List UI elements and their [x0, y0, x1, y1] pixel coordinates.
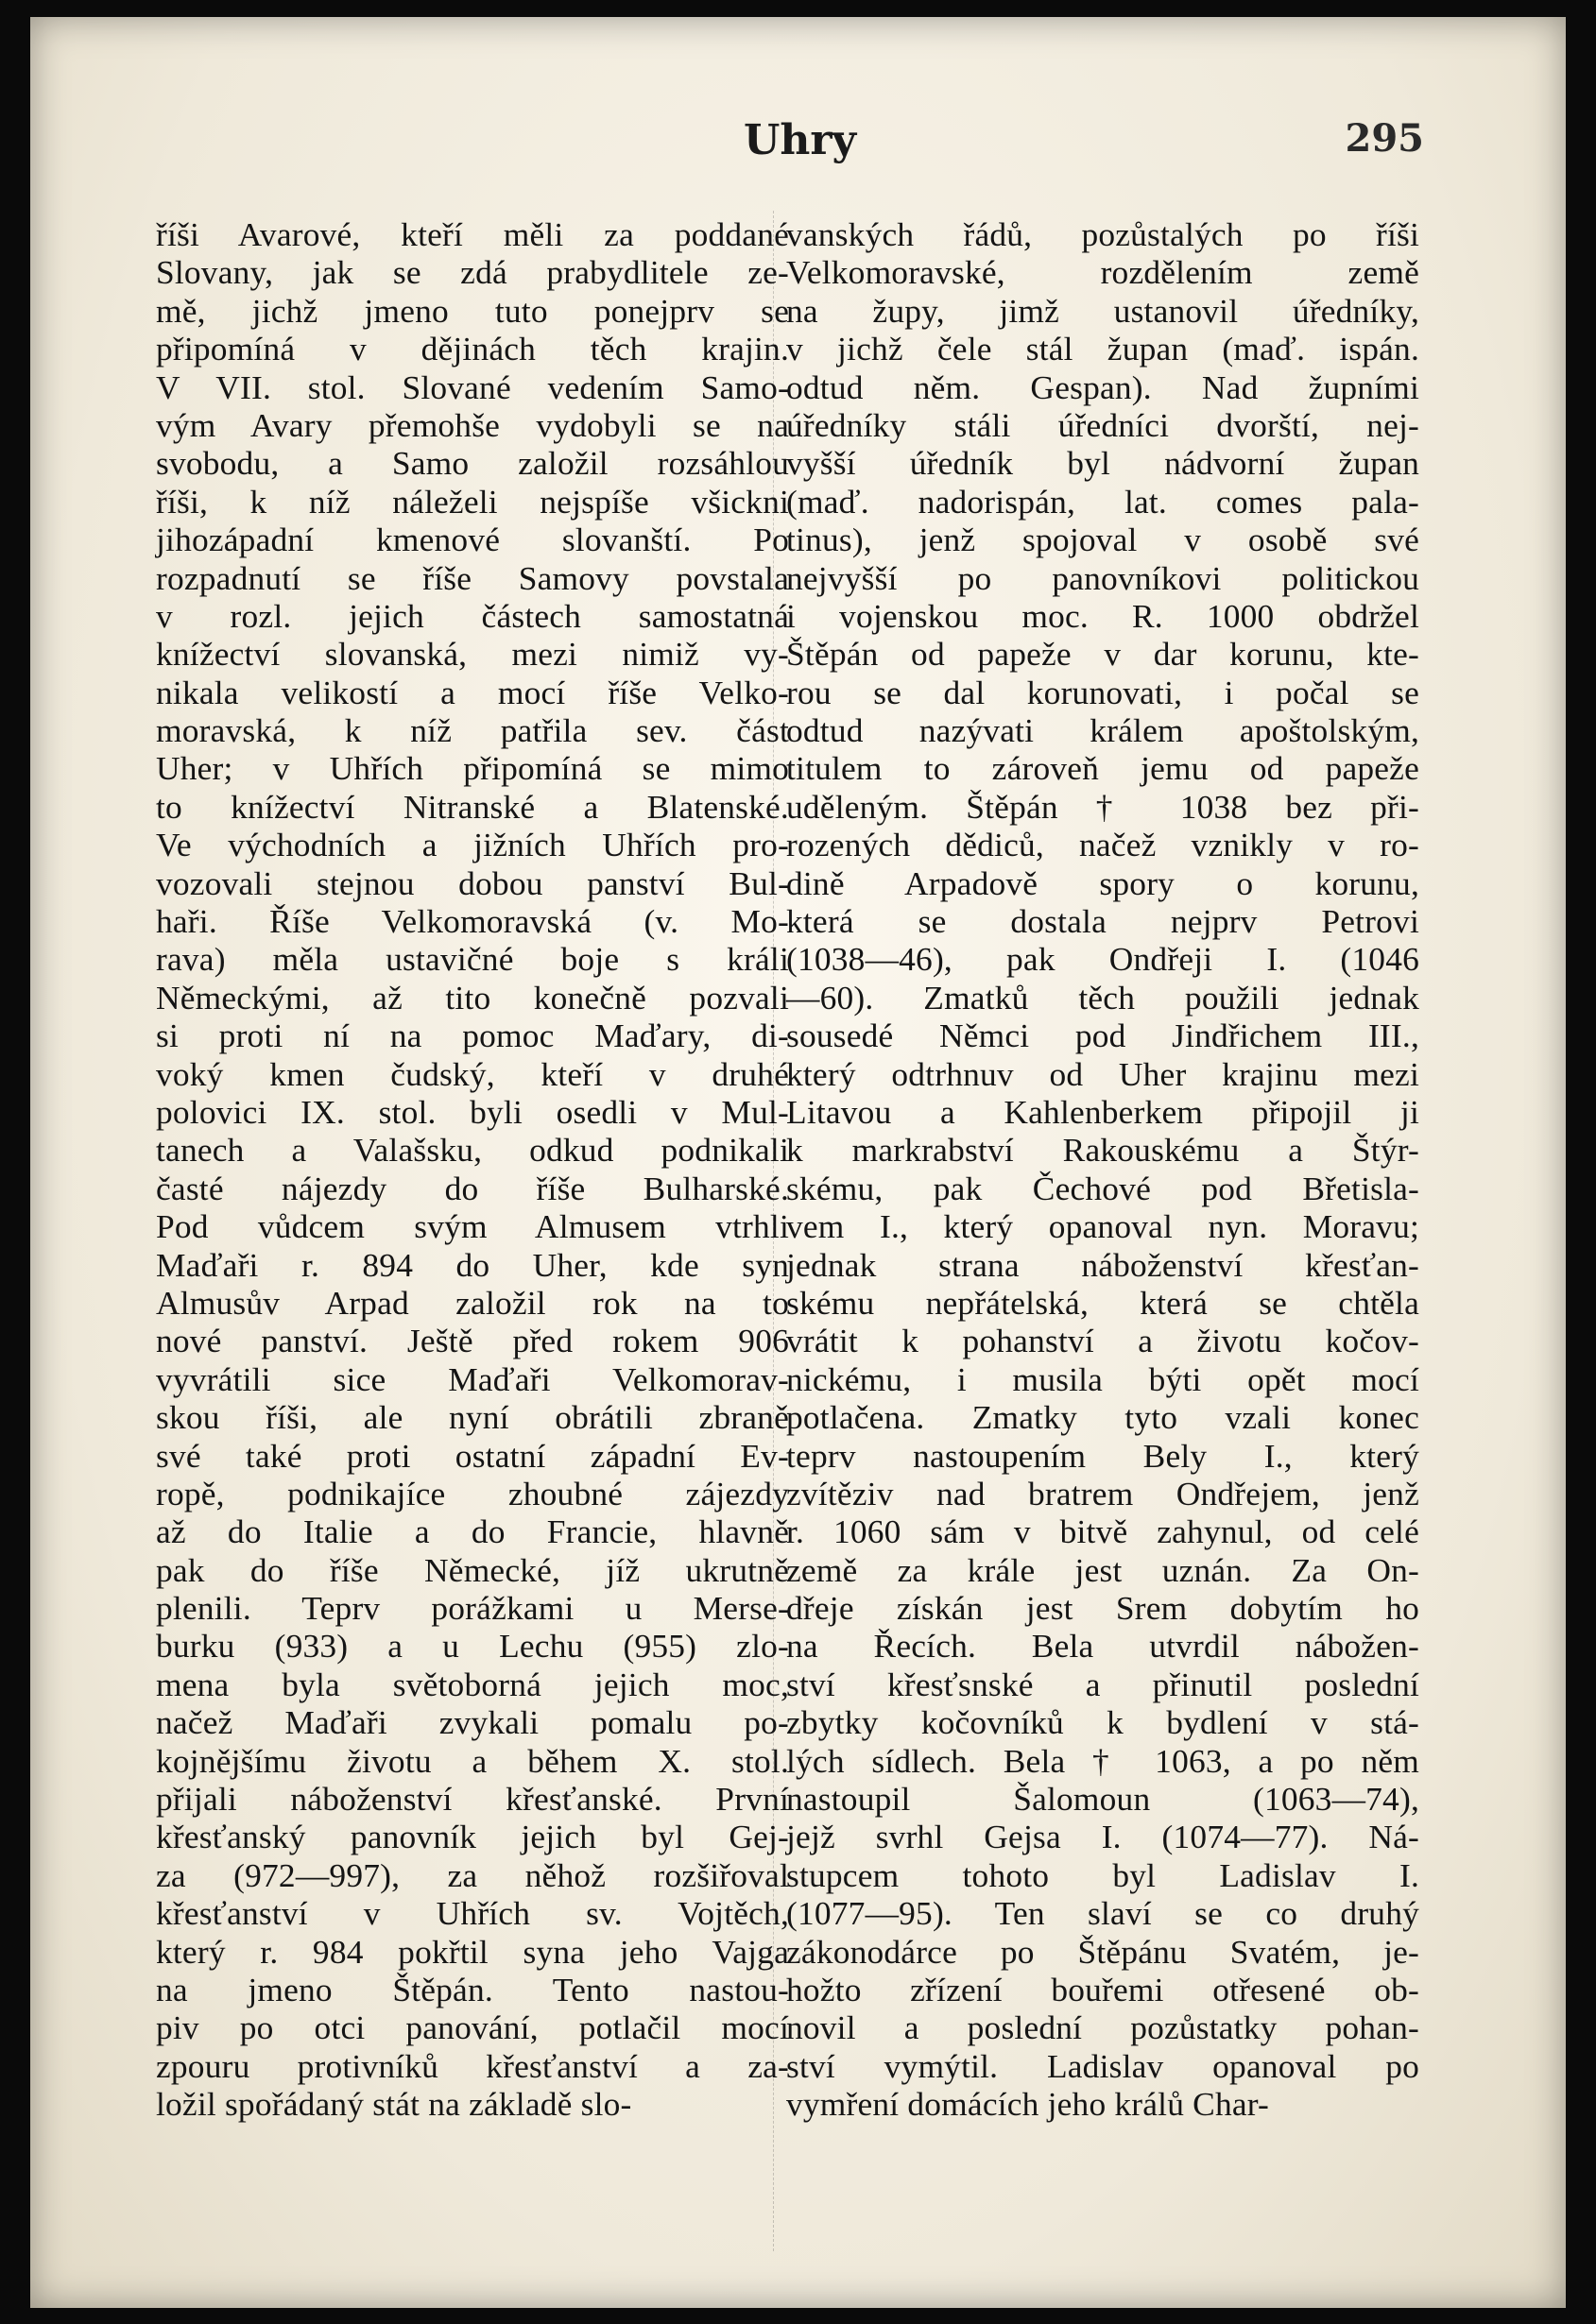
text-line: který r. 984 pokřtil syna jeho Vajga [156, 1932, 789, 1971]
text-line: ství vymýtil. Ladislav opanoval po [786, 2046, 1419, 2085]
text-line: říši Avarové, kteří měli za poddané [156, 215, 789, 253]
right-column [786, 215, 1419, 2124]
text-line: Litavou a Kahlenberkem připojil ji [786, 1092, 1419, 1131]
text-line: polovici IX. stol. byli osedli v Mul- [156, 1092, 789, 1131]
text-line: zvítěziv nad bratrem Ondřejem, jenž [786, 1474, 1419, 1512]
text-line: Almusův Arpad založil rok na to [156, 1283, 789, 1322]
text-line: vyvrátili sice Maďaři Velkomorav- [156, 1359, 789, 1398]
text-line: k markrabství Rakouskému a Štýr- [786, 1131, 1419, 1170]
text-line: svobodu, a Samo založil rozsáhlou [156, 444, 789, 483]
text-line: vrátit k pohanství a životu kočov- [786, 1322, 1419, 1360]
text-line: odtud něm. Gespan). Nad župními [786, 367, 1419, 406]
text-line: haři. Říše Velkomoravská (v. Mo- [156, 902, 789, 941]
text-line: tanech a Valašsku, odkud podnikali [156, 1131, 789, 1170]
text-line: mena byla světoborná jejich moc, [156, 1665, 789, 1703]
text-line: —60). Zmatků těch použili jednak [786, 978, 1419, 1017]
text-line: rozpadnutí se říše Samovy povstala [156, 558, 789, 597]
text-line: r. 1060 sám v bitvě zahynul, od celé [786, 1512, 1419, 1551]
text-line: uděleným. Štěpán † 1038 bez při- [786, 787, 1419, 826]
text-line: přijali náboženství křesťanské. První [156, 1780, 789, 1819]
text-line: až do Italie a do Francie, hlavně [156, 1512, 789, 1551]
page-header [30, 116, 1566, 182]
text-line: sousedé Němci pod Jindřichem III., [786, 1017, 1419, 1055]
text-line: (maď. nadorispán, lat. comes pala- [786, 482, 1419, 521]
text-line: připomíná v dějinách těch krajin. [156, 330, 789, 368]
text-line: tinus), jenž spojoval v osobě své [786, 521, 1419, 559]
text-line: (1077—95). Ten slaví se co druhý [786, 1894, 1419, 1933]
text-line: rava) měla ustavičné boje s králi [156, 940, 789, 979]
text-line: zákonodárce po Štěpánu Svatém, je- [786, 1932, 1419, 1971]
text-line: časté nájezdy do říše Bulharské. [156, 1169, 789, 1207]
text-line: V VII. stol. Slované vedením Samo- [156, 367, 789, 406]
left-column [156, 215, 789, 2124]
running-title: Uhry [744, 116, 857, 164]
text-line: vanských řádů, pozůstalých po říši [786, 215, 1419, 253]
text-line: si proti ní na pomoc Maďary, di- [156, 1017, 789, 1055]
text-line: nikala velikostí a mocí říše Velko- [156, 673, 789, 711]
text-line: křesťanský panovník jejich byl Gej- [156, 1818, 789, 1856]
text-line: lých sídlech. Bela † 1063, a po něm [786, 1741, 1419, 1780]
text-line: zbytky kočovníků k bydlení v stá- [786, 1703, 1419, 1742]
text-line: nastoupil Šalomoun (1063—74), [786, 1780, 1419, 1819]
text-line: ropě, podnikajíce zhoubné zájezdy [156, 1474, 789, 1512]
text-line: vým Avary přemohše vydobyli se na [156, 405, 789, 444]
text-line: v rozl. jejich částech samostatná [156, 596, 789, 635]
text-line: rou se dal korunovati, i počal se [786, 673, 1419, 711]
text-line: Velkomoravské, rozdělením země [786, 253, 1419, 292]
text-line: jejž svrhl Gejsa I. (1074—77). Ná- [786, 1818, 1419, 1856]
text-line: země za krále jest uznán. Za On- [786, 1550, 1419, 1589]
text-line: nickému, i musila býti opět mocí [786, 1359, 1419, 1398]
text-line: na jmeno Štěpán. Tento nastou- [156, 1970, 789, 2008]
text-line: stupcem tohoto byl Ladislav I. [786, 1855, 1419, 1894]
text-line: ství křesťsnské a přinutil poslední [786, 1665, 1419, 1703]
text-line: Pod vůdcem svým Almusem vtrhli [156, 1207, 789, 1246]
text-line: nejvyšší po panovníkovi politickou [786, 558, 1419, 597]
text-line: říši, k níž náleželi nejspíše všickni [156, 482, 789, 521]
text-line: Německými, až tito konečně pozvali [156, 978, 789, 1017]
text-line: burku (933) a u Lechu (955) zlo- [156, 1627, 789, 1666]
text-line: vozovali stejnou dobou panství Bul- [156, 863, 789, 902]
text-line: hožto zřízení bouřemi otřesené ob- [786, 1970, 1419, 2008]
page-number: 295 [1345, 116, 1424, 161]
text-line: nové panství. Ještě před rokem 906 [156, 1322, 789, 1360]
book-page [30, 17, 1566, 2308]
text-line: načež Maďaři zvykali pomalu po- [156, 1703, 789, 1742]
text-line: rozených dědiců, načež vznikly v ro- [786, 826, 1419, 864]
text-line: vyšší úředník byl nádvorní župan [786, 444, 1419, 483]
text-line: jednak strana náboženství křesťan- [786, 1245, 1419, 1284]
text-line: v jichž čele stál župan (maď. ispán. [786, 330, 1419, 368]
text-line: ložil spořádaný stát na základě slo- [156, 2085, 632, 2124]
text-line: dřeje získán jest Srem dobytím ho [786, 1589, 1419, 1628]
text-line: voký kmen čudský, kteří v druhé [156, 1054, 789, 1093]
text-line: pak do říše Německé, jíž ukrutně [156, 1550, 789, 1589]
text-line: Uher; v Uhřích připomíná se mimo [156, 749, 789, 788]
text-line: za (972—997), za něhož rozšiřoval [156, 1855, 789, 1894]
text-line: (1038—46), pak Ondřeji I. (1046 [786, 940, 1419, 979]
text-line: Maďaři r. 894 do Uher, kde syn [156, 1245, 789, 1284]
text-line: Ve východních a jižních Uhřích pro- [156, 826, 789, 864]
text-line: vem I., který opanoval nyn. Moravu; [786, 1207, 1419, 1246]
text-line: piv po otci panování, potlačil mocí [156, 2008, 789, 2047]
text-line: úředníky stáli úředníci dvorští, nej- [786, 405, 1419, 444]
text-line: teprv nastoupením Bely I., který [786, 1436, 1419, 1475]
text-line: moravská, k níž patřila sev. část [156, 711, 789, 750]
text-line: skému, pak Čechové pod Břetisla- [786, 1169, 1419, 1207]
text-line: vymření domácích jeho králů Char- [786, 2085, 1270, 2124]
text-line: potlačena. Zmatky tyto vzali konec [786, 1398, 1419, 1437]
text-line: zpouru protivníků křesťanství a za- [156, 2046, 789, 2085]
text-line: své také proti ostatní západní Ev- [156, 1436, 789, 1475]
text-line: i vojenskou moc. R. 1000 obdržel [786, 596, 1419, 635]
text-line: křesťanství v Uhřích sv. Vojtěch, [156, 1894, 789, 1933]
text-line: odtud nazývati králem apoštolským, [786, 711, 1419, 750]
text-line: novil a poslední pozůstatky pohan- [786, 2008, 1419, 2047]
text-line: to knížectví Nitranské a Blatenské. [156, 787, 789, 826]
text-line: skou říši, ale nyní obrátili zbraně [156, 1398, 789, 1437]
text-line: která se dostala nejprv Petrovi [786, 902, 1419, 941]
text-line: knížectví slovanská, mezi nimiž vy- [156, 635, 789, 674]
text-line: mě, jichž jmeno tuto ponejprv se [156, 291, 789, 330]
text-line: titulem to zároveň jemu od papeže [786, 749, 1419, 788]
text-line: dině Arpadově spory o korunu, [786, 863, 1419, 902]
text-line: na župy, jimž ustanovil úředníky, [786, 291, 1419, 330]
text-line: na Řecích. Bela utvrdil nábožen- [786, 1627, 1419, 1666]
text-line: Štěpán od papeže v dar korunu, kte- [786, 635, 1419, 674]
text-line: kojnějšímu životu a během X. stol. [156, 1741, 789, 1780]
text-line: který odtrhnuv od Uher krajinu mezi [786, 1054, 1419, 1093]
text-line: Slovany, jak se zdá prabydlitele ze- [156, 253, 789, 292]
text-line: plenili. Teprv porážkami u Merse- [156, 1589, 789, 1628]
text-line: jihozápadní kmenové slovanští. Po [156, 521, 789, 559]
text-line: skému nepřátelská, která se chtěla [786, 1283, 1419, 1322]
